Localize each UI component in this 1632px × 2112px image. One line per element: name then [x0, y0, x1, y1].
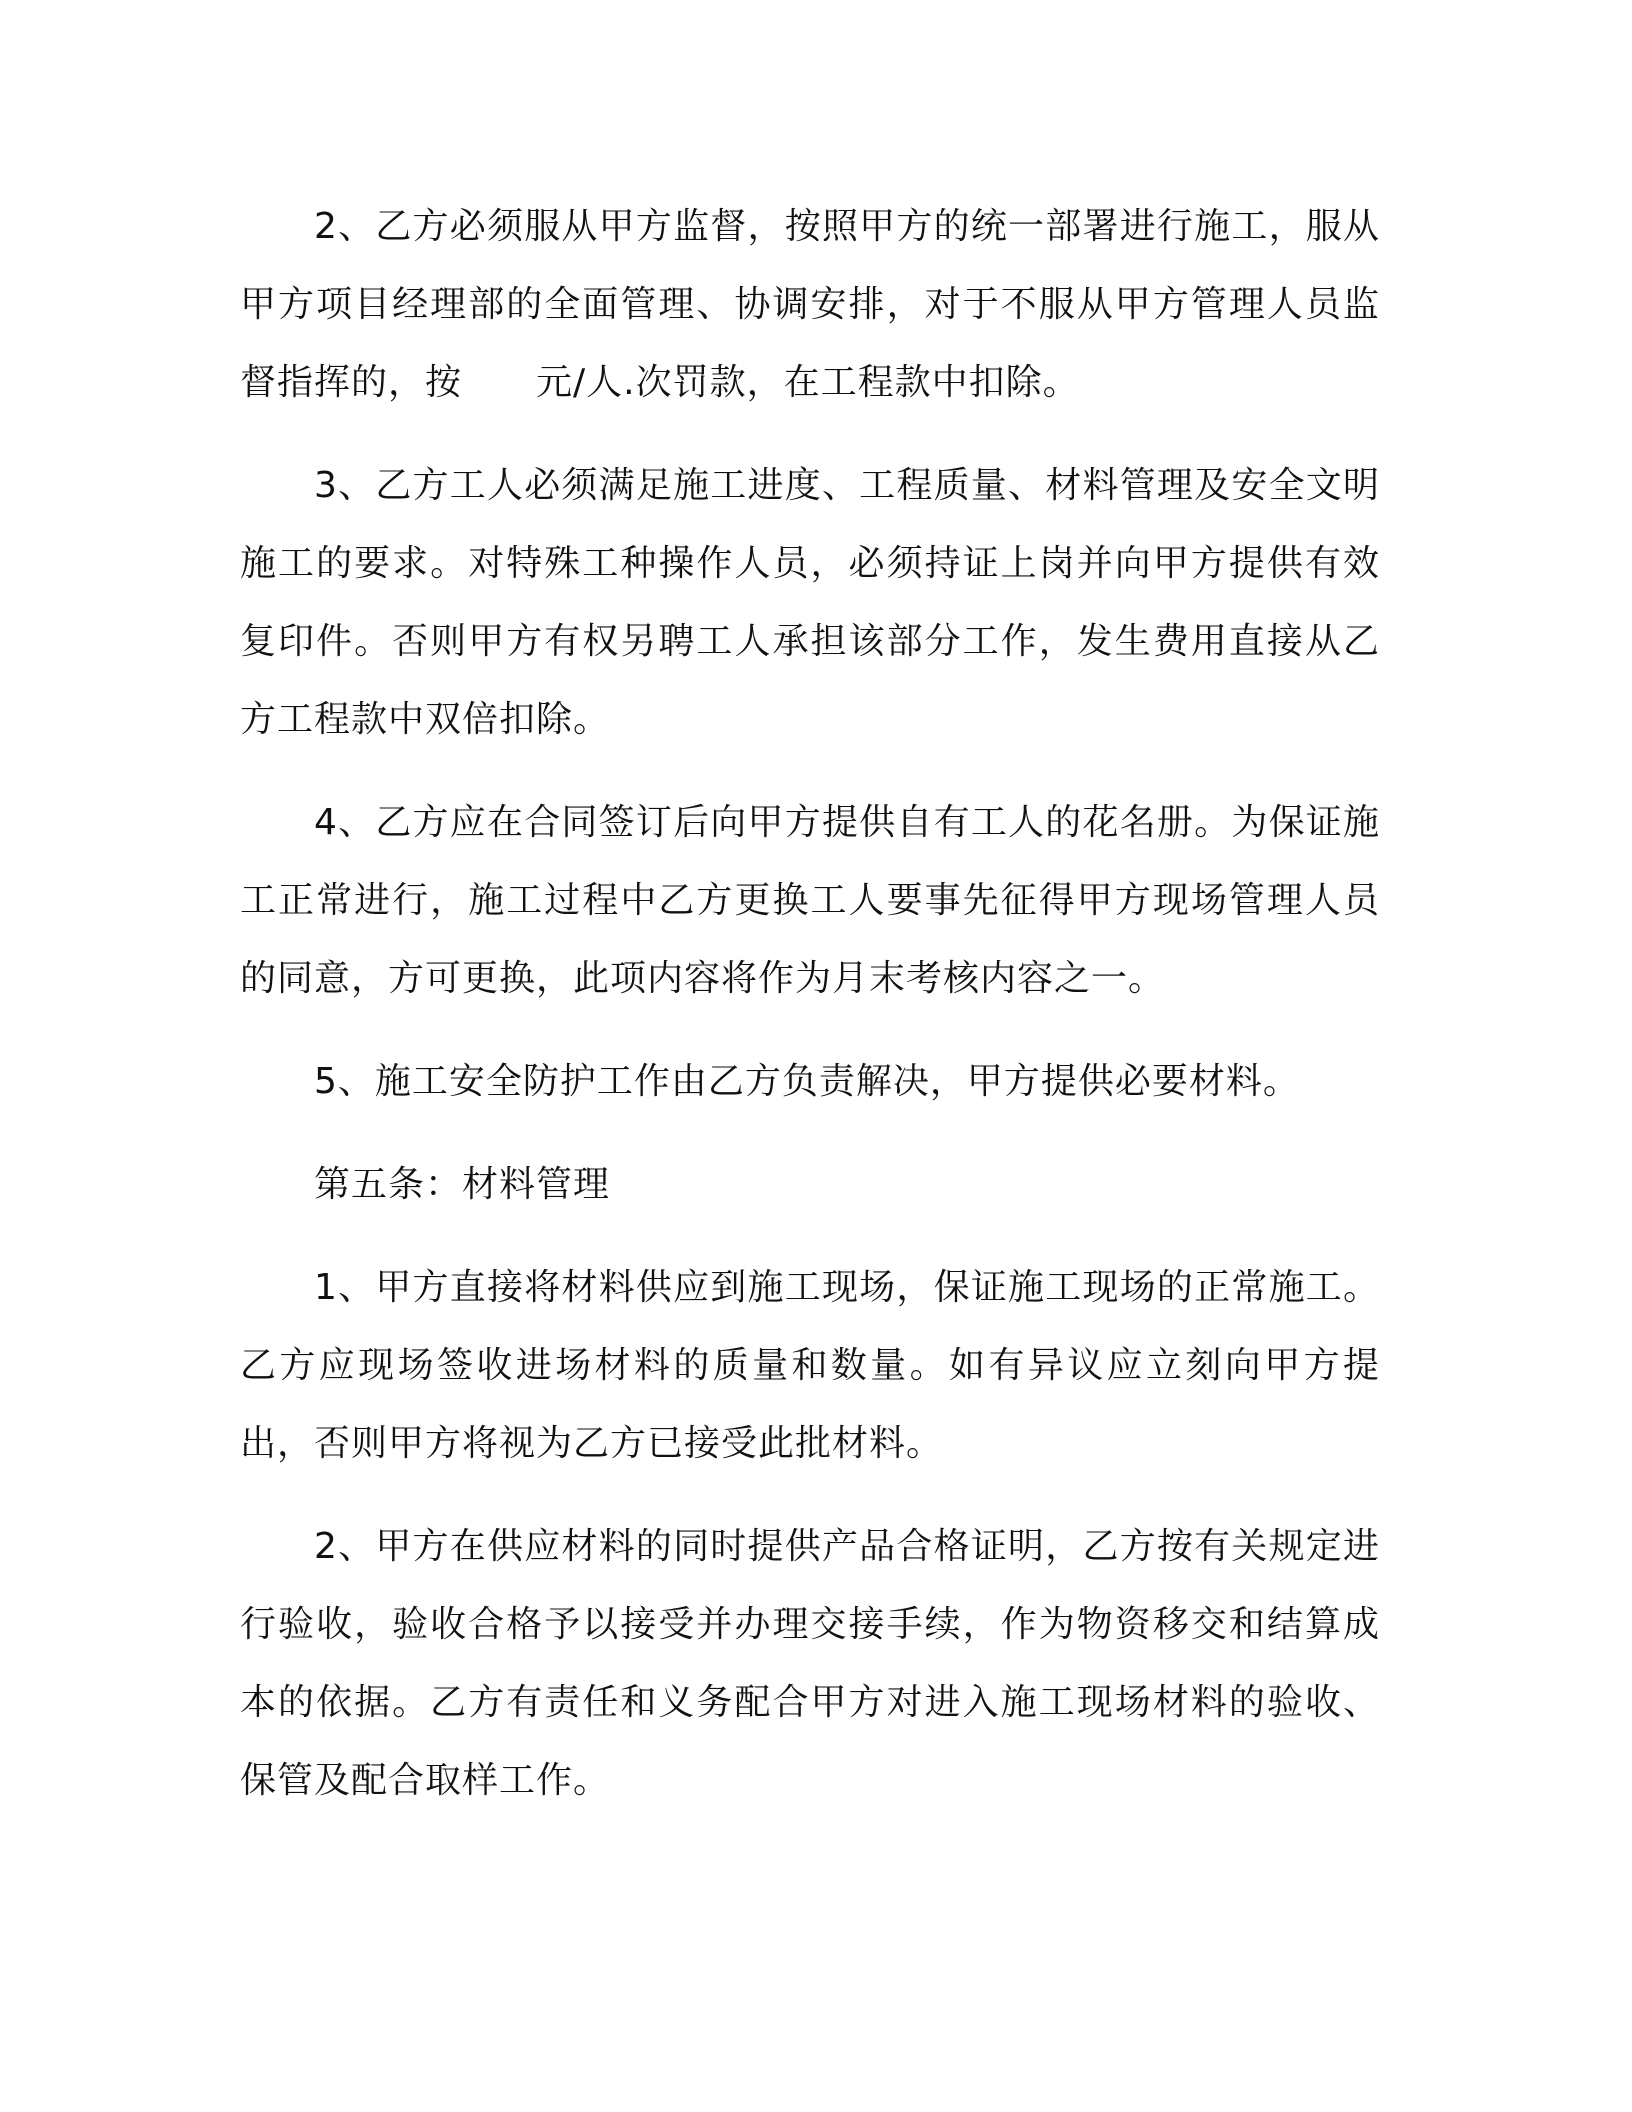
- material-paragraph-1: 1、甲方直接将材料供应到施工现场，保证施工现场的正常施工。乙方应现场签收进场材料的质量和数量。如有异议应立刻向甲方提出，否则甲方将视为乙方已接受此批材料。: [240, 1267, 1380, 1464]
- document-body: [240, 188, 1380, 1845]
- clause-paragraph-4: 4、乙方应在合同签订后向甲方提供自有工人的花名册。为保证施工正常进行，施工过程中乙方更换工人要事先征得甲方现场管理人员的同意，方可更换，此项内容将作为月末考核内容之一。: [240, 802, 1380, 999]
- section-heading: 第五条：材料管理: [314, 1164, 611, 1205]
- clause-paragraph-2: 2、乙方必须服从甲方监督，按照甲方的统一部署进行施工，服从甲方项目经理部的全面管理、协调安排，对于不服从甲方管理人员监督指挥的，按 元/人.次罚款，在工程款中扣除。: [240, 206, 1380, 403]
- material-paragraph-2: 2、甲方在供应材料的同时提供产品合格证明，乙方按有关规定进行验收，验收合格予以接受并办理交接手续，作为物资移交和结算成本的依据。乙方有责任和义务配合甲方对进入施工现场材料的验收、保管及配合取样工作。: [240, 1526, 1380, 1801]
- clause-paragraph-5: 5、施工安全防护工作由乙方负责解决，甲方提供必要材料。: [314, 1061, 1300, 1102]
- clause-paragraph-3: 3、乙方工人必须满足施工进度、工程质量、材料管理及安全文明施工的要求。对特殊工种操作人员，必须持证上岗并向甲方提供有效复印件。否则甲方有权另聘工人承担该部分工作，发生费用直接从乙方工程款中双倍扣除。: [240, 465, 1380, 740]
